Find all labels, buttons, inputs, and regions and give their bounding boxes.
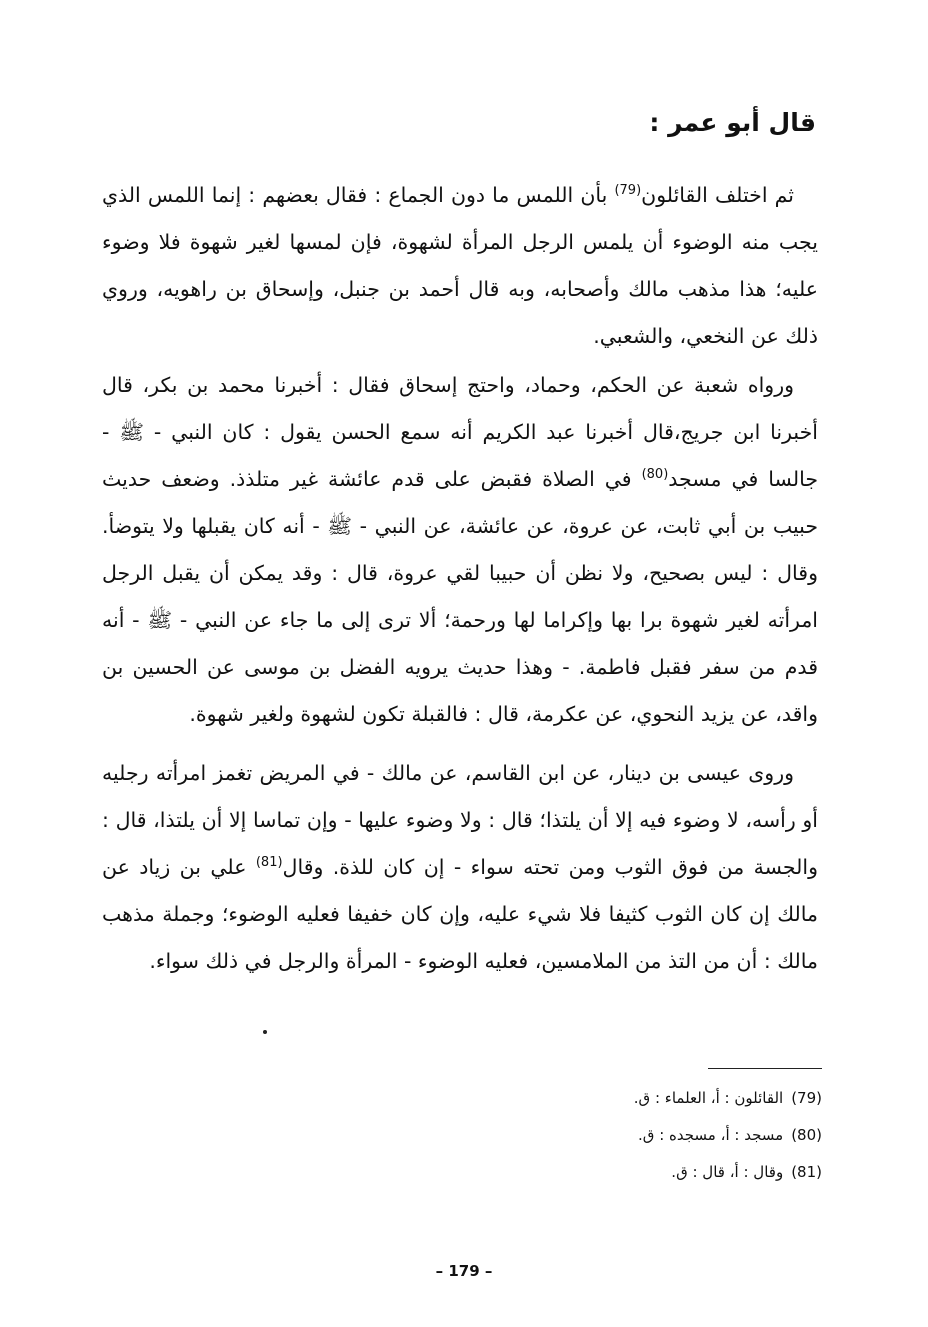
page-number: – 179 – bbox=[435, 1262, 493, 1280]
footnote-marker-81: (81) bbox=[255, 855, 283, 871]
paragraph-2-text-end: في الصلاة فقبض على قدم عائشة غير متلذذ. وضعف حديث حبيب بن أبي ثابت، عن عروة، عن عائشة، عن النبي - ﷺ - أنه كان يقبلها ولا يتوضأ. وقال : ليس بصحيح، ولا نظن أن حبيبا لقي عروة، قال : وقد يمكن أن يقبل الرجل امرأته لغير شهوة برا بها وإكراما لها ورحمة؛ ألا ترى إلى ما جاء عن النبي - ﷺ - أنه قدم من سفر فقبل فاطمة. - وهذا حديث يرويه الفضل بن موسى عن الحسين بن واقد، عن يزيد النحوي، عن عكرمة، قال : فالقبلة تكون لشهوة ولغير شهوة. bbox=[102, 467, 818, 726]
footnote-marker-80: (80) bbox=[641, 467, 669, 483]
paragraph-1-text-end: بأن اللمس ما دون الجماع : فقال بعضهم : إنما اللمس الذي يجب منه الوضوء أن يلمس الرجل المرأة لشهوة، فإن لمسها لغير شهوة فلا وضوء عليه؛ هذا مذهب مالك وأصحابه، وبه قال أحمد بن جنبل، وإسحاق بن راهويه، وروي ذلك عن النخعي، والشعبي. bbox=[102, 183, 818, 348]
footnote-81 bbox=[634, 1154, 822, 1191]
paragraph-2 bbox=[102, 362, 818, 738]
footnote-separator bbox=[708, 1068, 822, 1069]
paragraph-1-text-start: ثم اختلف القائلون bbox=[641, 183, 794, 207]
footnote-text: وقال : أ، قال : ق. bbox=[671, 1163, 784, 1181]
footnote-text: القائلون : أ، العلماء : ق. bbox=[633, 1089, 784, 1107]
ink-speck bbox=[263, 1030, 267, 1034]
paragraph-3-text-end: علي بن زياد عن مالك إن كان الثوب كثيفا فلا شيء عليه، وإن كان خفيفا فعليه الوضوء؛ وجملة مذهب مالك : أن من التذ من الملامسين، فعليه الوضوء - المرأة والرجل في ذلك سواء. bbox=[102, 855, 818, 973]
footnote-79 bbox=[634, 1080, 822, 1117]
footnote-number: (81) bbox=[791, 1163, 822, 1181]
footnote-number: (79) bbox=[791, 1089, 822, 1107]
footnotes bbox=[634, 1080, 822, 1191]
footnote-marker-79: (79) bbox=[614, 183, 642, 199]
body-text bbox=[102, 172, 818, 985]
paragraph-2-text-start: ورواه شعبة عن الحكم، وحماد، واحتج إسحاق فقال : أخبرنا محمد بن بكر، قال أخبرنا ابن جريج،قال أخبرنا عبد الكريم أنه سمع الحسن يقول : كان النبي - ﷺ - جالسا في مسجد bbox=[102, 373, 818, 491]
paragraph-1 bbox=[102, 172, 818, 360]
footnote-80 bbox=[634, 1117, 822, 1154]
paragraph-3 bbox=[102, 750, 818, 985]
section-heading: قال أبو عمر : bbox=[649, 108, 816, 137]
footnote-number: (80) bbox=[791, 1126, 822, 1144]
footnote-text: مسجد : أ، مسجده : ق. bbox=[638, 1126, 784, 1144]
paragraph-3-text-start: وروى عيسى بن دينار، عن ابن القاسم، عن مالك - في المريض تغمز امرأته رجليه أو رأسه، لا وضوء فيه إلا أن يلتذا؛ قال : ولا وضوء عليها - وإن تماسا إلا أن يلتذا، قال : والجسة من فوق الثوب ومن تحته سواء - إن كان للذة. وقال bbox=[102, 761, 818, 879]
